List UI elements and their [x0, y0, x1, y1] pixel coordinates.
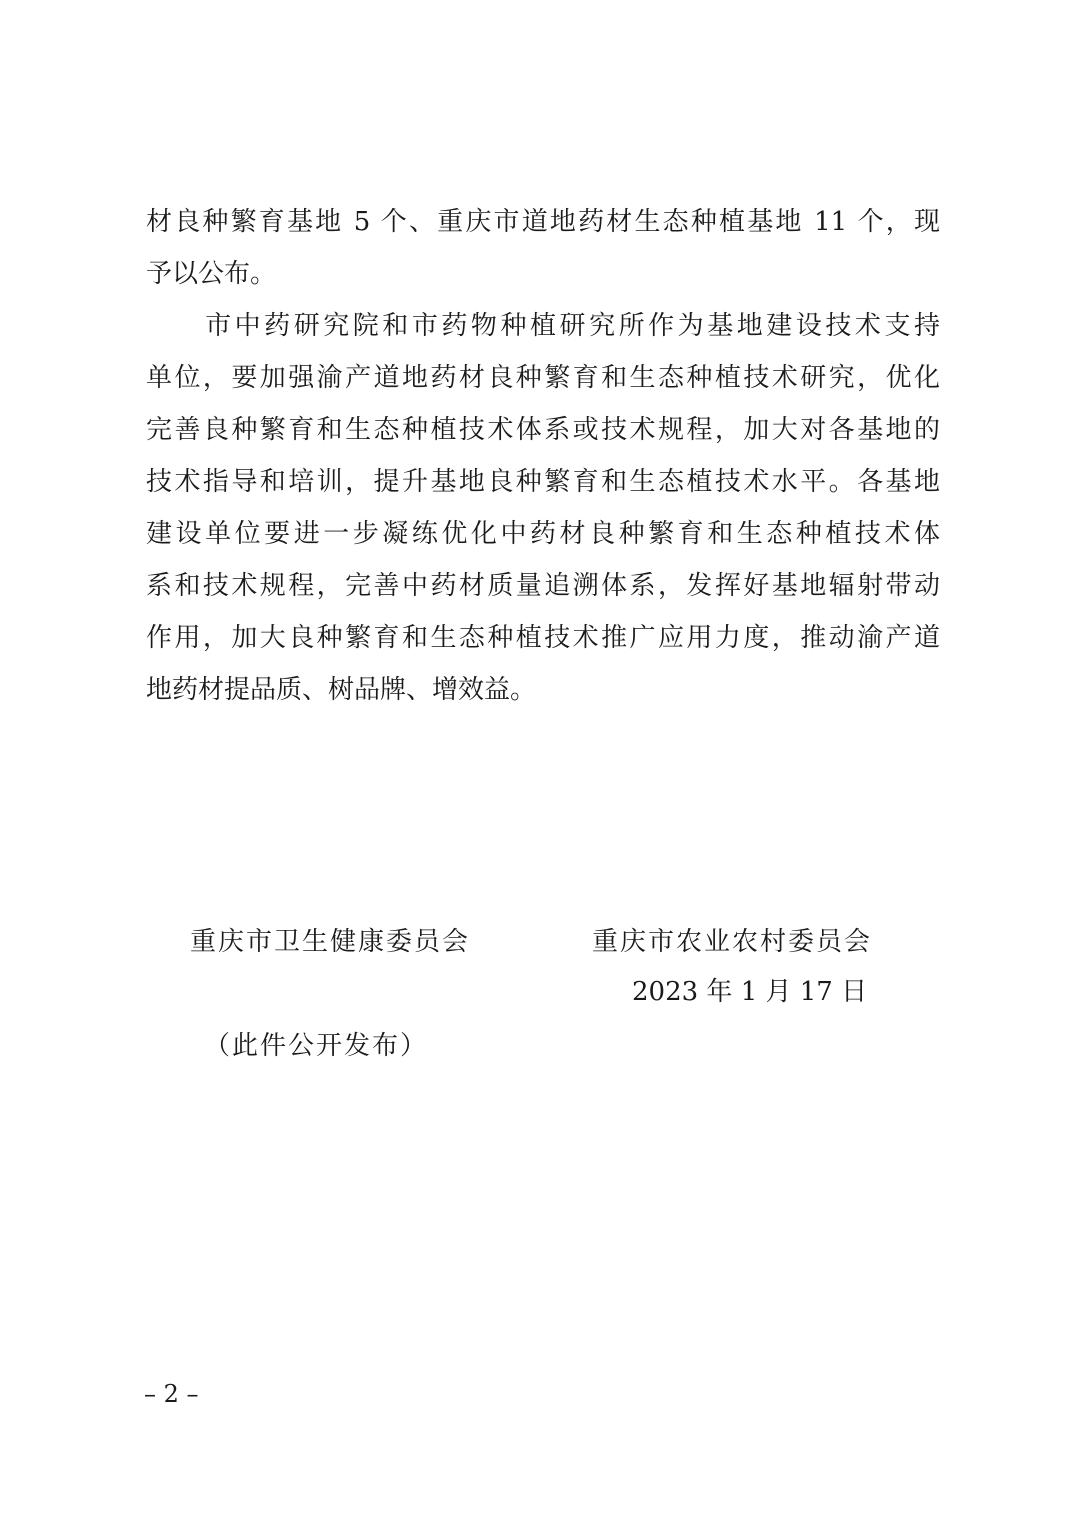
paragraph-line: 市中药研究院和市药物种植研究所作为基地建设技术支持: [146, 311, 940, 341]
issue-date: 2023 年 1 月 17 日: [632, 977, 868, 1007]
paragraph-line: 作用，加大良种繁育和生态种植技术推广应用力度，推动渝产道: [146, 623, 940, 653]
paragraph-line: 技术指导和培训，提升基地良种繁育和生态植技术水平。各基地: [146, 467, 940, 497]
disclosure-note: （此件公开发布）: [204, 1031, 429, 1061]
paragraph-line: 材良种繁育基地 5 个、重庆市道地药材生态种植基地 11 个，现: [146, 207, 940, 237]
paragraph-line: 完善良种繁育和生态种植技术体系或技术规程，加大对各基地的: [146, 415, 940, 445]
paragraph-line: 系和技术规程，完善中药材质量追溯体系，发挥好基地辐射带动: [146, 571, 940, 601]
page-number: – 2 –: [144, 1380, 199, 1408]
paragraph-line: 单位，要加强渝产道地药材良种繁育和生态种植技术研究，优化: [146, 363, 940, 393]
issuer-agriculture-commission: 重庆市农业农村委员会: [592, 927, 873, 957]
paragraph-line: 予以公布。: [146, 259, 277, 289]
paragraph-line: 地药材提品质、树品牌、增效益。: [146, 675, 537, 705]
issuer-health-commission: 重庆市卫生健康委员会: [190, 927, 471, 957]
paragraph-line: 建设单位要进一步凝练优化中药材良种繁育和生态种植技术体: [146, 519, 940, 549]
